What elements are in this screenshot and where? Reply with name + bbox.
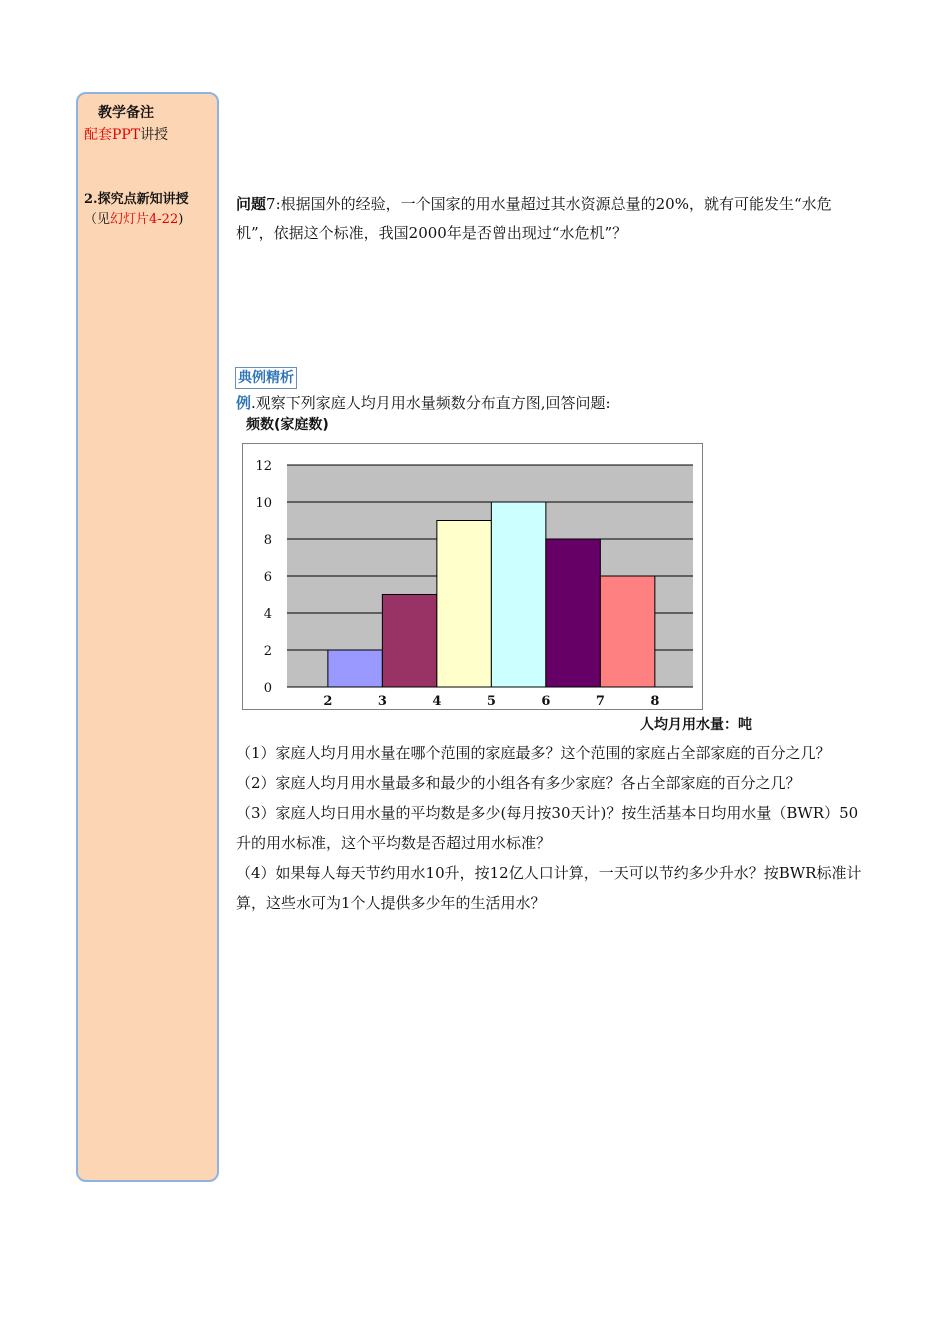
section-title: 2.探究点新知讲授 [84,192,189,207]
paren-close: ) [178,212,184,227]
histogram-bar [600,576,654,687]
histogram-bar [491,502,545,687]
example-label: 例 [236,394,252,412]
x-tick-label: 7 [595,694,605,709]
histogram-bar [437,521,491,688]
paren-open: （见 [84,212,111,227]
sidebar-title: 教学备注 [98,105,154,121]
x-tick-label: 6 [541,694,551,709]
x-tick-label: 3 [377,694,387,709]
y-tick-label: 10 [255,496,272,511]
question-number: 7 [266,195,276,213]
question-2: （2）家庭人均月用水量最多和最少的小组各有多少家庭？各占全部家庭的百分之几？ [236,774,801,792]
ppt-label: 配套PPT [84,127,141,143]
y-tick-label: 12 [255,459,272,474]
slide-ref: 幻灯片4-22 [110,212,179,227]
sidebar-ppt-note [84,124,168,144]
histogram-bar [546,539,600,687]
sidebar-section [84,190,212,230]
x-tick-label: 8 [650,694,660,709]
y-tick-label: 0 [263,681,272,696]
example-heading: 典例精析 [235,367,297,389]
histogram-bar [382,595,436,688]
teaching-notes-sidebar [76,92,219,1182]
example-text: .观察下列家庭人均月用水量频数分布直方图,回答问题: [251,394,611,412]
x-axis-label: 人均月用水量：吨 [640,717,752,733]
histogram-bar [328,650,382,687]
example-intro [236,392,611,413]
y-tick-label: 4 [263,607,272,622]
y-axis-label: 频数(家庭数) [246,417,329,433]
question-3: （3）家庭人均日用水量的平均数是多少(每月按30天计)？按生活基本日均用水量（BWR）50升的用水标准，这个平均数是否超过用水标准？ [236,804,859,852]
x-tick-label: 5 [486,694,496,709]
y-tick-label: 2 [263,644,272,659]
y-tick-label: 6 [263,570,272,585]
y-tick-label: 8 [263,533,272,548]
section-ref [84,210,212,230]
x-tick-label: 4 [432,694,442,709]
question-7 [236,190,866,248]
histogram-chart [242,443,704,711]
question-list [236,738,866,918]
question-4: （4）如果每人每天节约用水10升，按12亿人口计算，一天可以节约多少升水？按BWR标准计算，这些水可为1个人提供多少年的生活用水？ [236,864,862,912]
lecture-label: 讲授 [140,127,169,143]
question-1: （1）家庭人均月用水量在哪个范围的家庭最多？这个范围的家庭占全部家庭的百分之几？ [236,744,831,762]
question-label: 问题 [236,195,267,213]
question-text: :根据国外的经验，一个国家的用水量超过其水资源总量的20%，就有可能发生“水危机”，依据这个标准，我国2000年是否曾出现过“水危机”？ [236,195,832,242]
x-tick-label: 2 [323,694,333,709]
